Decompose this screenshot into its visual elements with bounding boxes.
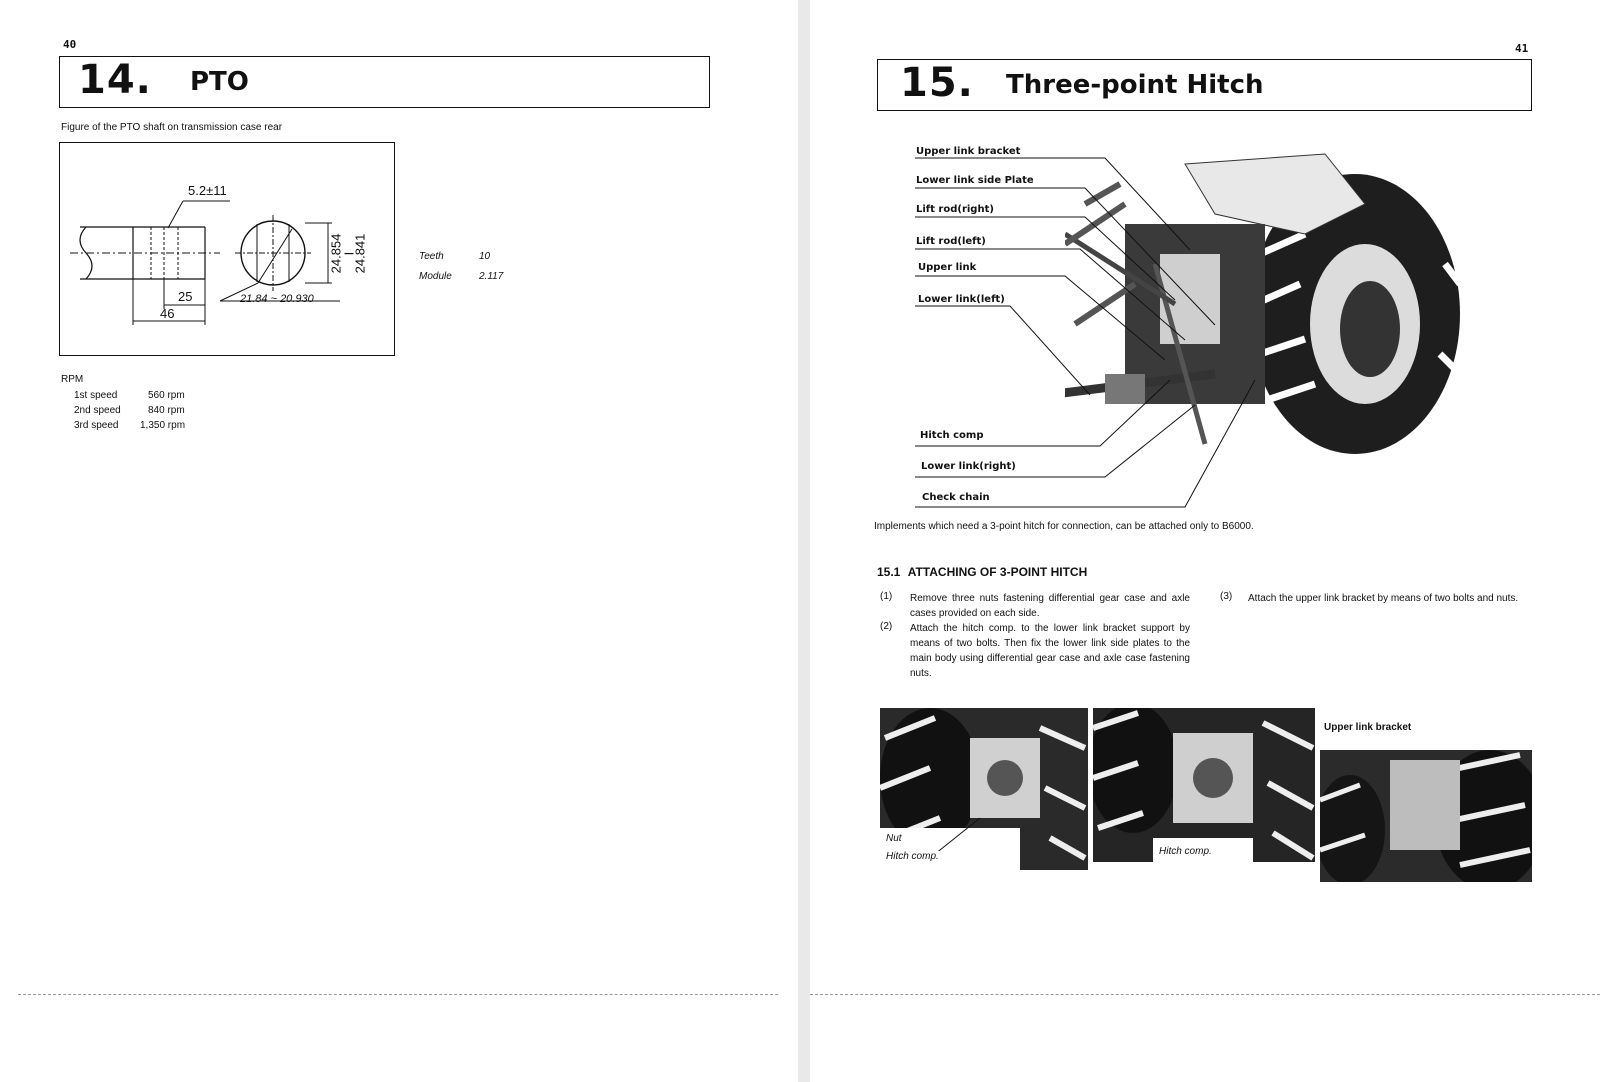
- photo-step-2: [1093, 708, 1315, 862]
- spec-label: Module: [419, 271, 452, 282]
- steps-column-1: [880, 591, 1190, 681]
- rpm-speed: 2nd speed: [74, 405, 121, 416]
- step-item: [1220, 591, 1528, 606]
- callout-leaders: [915, 140, 1495, 514]
- callout-lower-link-left: Lower link(left): [918, 294, 1005, 305]
- label-hitch-comp: Hitch comp.: [1159, 846, 1212, 857]
- step-number: (1): [880, 591, 893, 602]
- right-page: [810, 0, 1600, 1082]
- step-item: [880, 591, 1190, 621]
- dim-v2: 24.841: [352, 233, 368, 274]
- callout-upper-link: Upper link: [918, 262, 977, 273]
- section-number: 15.: [900, 60, 974, 106]
- dim-25: 25: [178, 289, 193, 304]
- rpm-value: 840 rpm: [148, 405, 185, 416]
- scan-artifact-line: [18, 994, 778, 996]
- scan-artifact-line: [810, 994, 1600, 996]
- callout-upper-link-bracket: Upper link bracket: [916, 146, 1021, 157]
- callout-check-chain: Check chain: [922, 492, 990, 503]
- photo-step-2-image: [1093, 708, 1315, 862]
- rpm-table: [74, 390, 234, 435]
- subsection-heading: [877, 565, 1087, 579]
- step-item: [880, 621, 1190, 681]
- label-upper-link-bracket: Upper link bracket: [1324, 722, 1412, 733]
- photo-step-1-image: [880, 708, 1088, 870]
- dim-sep: I: [341, 251, 357, 256]
- callout-hitch-comp: Hitch comp: [920, 430, 984, 441]
- photo-step-3: [1320, 710, 1532, 882]
- hitch-diagram: [915, 140, 1495, 514]
- callout-lower-link-right: Lower link(right): [921, 461, 1016, 472]
- page-number: 40: [63, 38, 77, 51]
- left-page: [0, 0, 798, 1082]
- rpm-row: [74, 405, 234, 420]
- figure-caption: Figure of the PTO shaft on transmission case rear: [61, 122, 283, 133]
- step-number: (3): [1220, 591, 1233, 602]
- callout-lower-link-side-plate: Lower link side Plate: [916, 175, 1034, 186]
- rpm-speed: 1st speed: [74, 390, 118, 401]
- spec-label: Teeth: [419, 251, 444, 262]
- label-nut: Nut: [886, 833, 902, 844]
- step-text: Attach the hitch comp. to the lower link bracket support by means of two bolts. Then fix the lower link side plates to the main body using differential gear case and axle case fastening nuts.: [910, 623, 1190, 679]
- rpm-row: [74, 420, 234, 435]
- section-title-box: [59, 56, 710, 108]
- spec-list: [419, 251, 539, 291]
- section-title: PTO: [190, 67, 249, 97]
- dim-spline-width: 5.2±11: [188, 183, 227, 198]
- step-text: Attach the upper link bracket by means of two bolts and nuts.: [1248, 593, 1519, 604]
- step-text: Remove three nuts fastening differential gear case and axle cases provided on each side.: [910, 593, 1190, 619]
- subsection-title: ATTACHING OF 3-POINT HITCH: [907, 565, 1088, 579]
- spec-value: 10: [479, 251, 491, 262]
- dim-diameter: 21.84 ~ 20.930: [240, 293, 314, 305]
- section-number: 14.: [78, 57, 152, 103]
- rpm-row: [74, 390, 234, 405]
- spec-value: 2.117: [479, 271, 504, 282]
- page-number: 41: [1515, 42, 1529, 55]
- subsection-number: 15.1: [877, 565, 901, 579]
- step-number: (2): [880, 621, 893, 632]
- dim-vertical: [328, 227, 384, 287]
- callout-lift-rod-right: Lift rod(right): [916, 204, 994, 215]
- section-title-box: [877, 59, 1532, 111]
- photo-step-3-image: [1320, 710, 1532, 882]
- rpm-speed: 3rd speed: [74, 420, 119, 431]
- rpm-value: 560 rpm: [148, 390, 185, 401]
- section-title: Three-point Hitch: [1006, 70, 1264, 100]
- steps-column-2: [1220, 591, 1528, 606]
- implement-note: Implements which need a 3-point hitch for connection, can be attached only to B6000.: [874, 521, 1254, 532]
- label-hitch-comp: Hitch comp.: [886, 851, 939, 862]
- photo-step-1: [880, 708, 1088, 870]
- rpm-value: 1,350 rpm: [140, 420, 186, 431]
- callout-lift-rod-left: Lift rod(left): [916, 236, 986, 247]
- dim-46: 46: [160, 306, 175, 321]
- pto-shaft-figure: [59, 142, 395, 356]
- rpm-title: RPM: [61, 374, 84, 385]
- dim-v1: 24.854: [328, 233, 344, 274]
